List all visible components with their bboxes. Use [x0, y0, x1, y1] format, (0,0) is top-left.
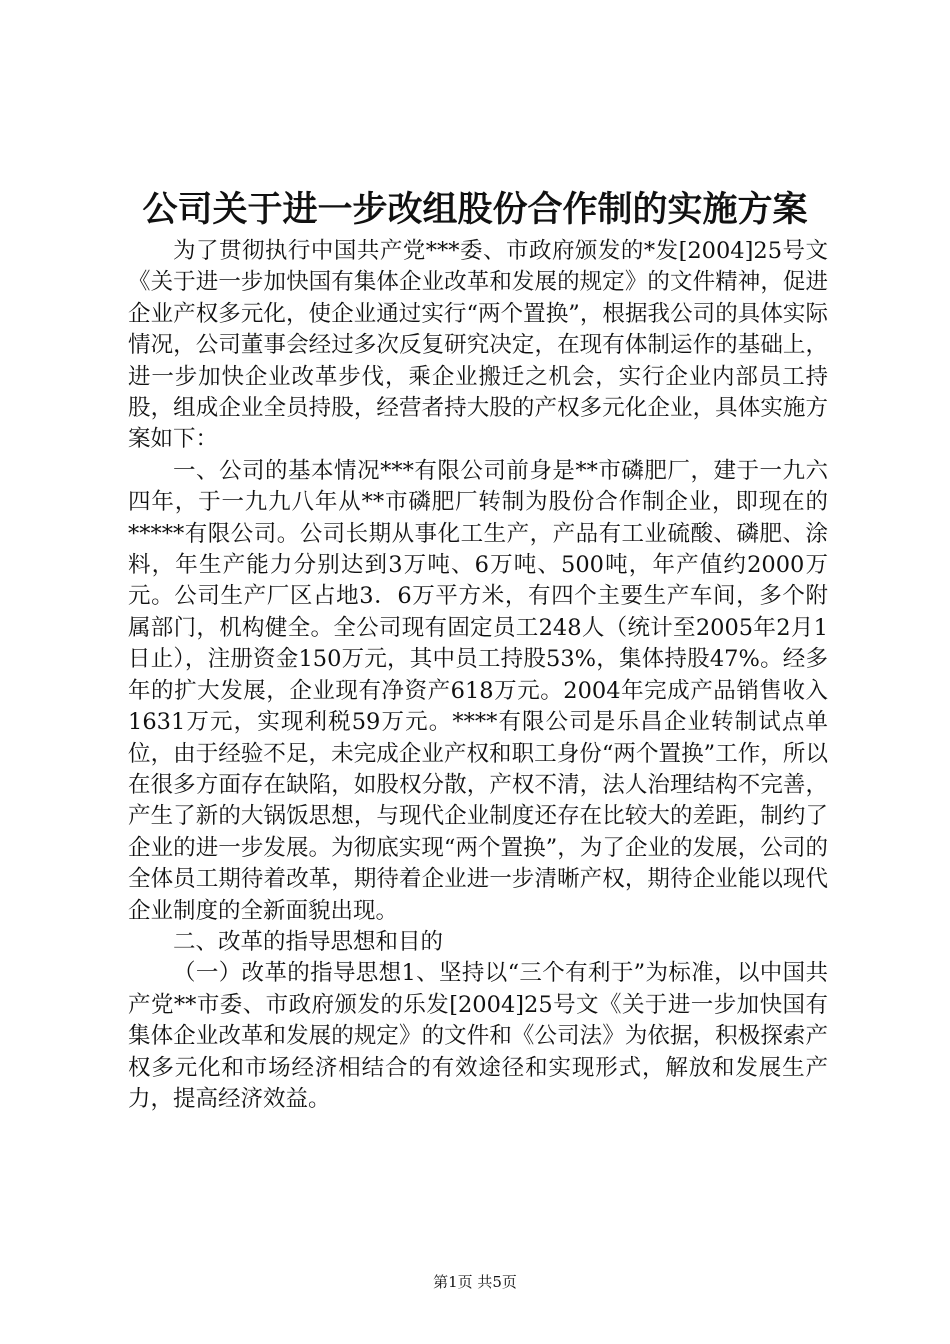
paragraph-section-1: 一、公司的基本情况***有限公司前身是**市磷肥厂，建于一九六四年，于一九九八年从**市磷肥厂转制为股份合作制企业，即现在的*****有限公司。公司长期从事化工生产，产品有工业硫酸、磷肥、涂料，年生产能力分别达到3万吨、6万吨、500吨，年产值约2000万元。公司生产厂区占地3．6万平方米，有四个主要生产车间，多个附属部门，机构健全。全公司现有固定员工248人（统计至2005年2月1日止），注册资金150万元，其中员工持股53%，集体持股47%。经多年的扩大发展，企业现有净资产618万元。2004年完成产品销售收入1631万元，实现利税59万元。****有限公司是乐昌企业转制试点单位，由于经验不足，未完成企业产权和职工身份“两个置换”工作，所以在很多方面存在缺陷，如股权分散，产权不清，法人治理结构不完善，产生了新的大锅饭思想，与现代企业制度还存在比较大的差距，制约了企业的进一步发展。为彻底实现“两个置换”，为了企业的发展，公司的全体员工期待着改革，期待着企业进一步清晰产权，期待企业能以现代企业制度的全新面貌出现。	[128, 457, 828, 924]
heading-section-2: 二、改革的指导思想和目的	[173, 928, 444, 955]
paragraph-intro: 为了贯彻执行中国共产党***委、市政府颁发的*发[2004]25号文《关于进一步加快国有集体企业改革和发展的规定》的文件精神，促进企业产权多元化，使企业通过实行“两个置换”，根据我公司的具体实际情况，公司董事会经过多次反复研究决定，在现有体制运作的基础上，进一步加快企业改革步伐，乘企业搬迁之机会，实行企业内部员工持股，组成企业全员持股，经营者持大股的产权多元化企业，具体实施方案如下：	[128, 238, 828, 453]
document-body	[128, 236, 828, 1115]
document-title: 公司关于进一步改组股份合作制的实施方案	[142, 189, 808, 230]
page-footer: 第1页 共5页	[433, 1273, 517, 1291]
paragraph-section-2-1: （一）改革的指导思想1、坚持以“三个有利于”为标准，以中国共产党**市委、市政府颁发的乐发[2004]25号文《关于进一步加快国有集体企业改革和发展的规定》的文件和《公司法》为依据，积极探索产权多元化和市场经济相结合的有效途径和实现形式，解放和发展生产力，提高经济效益。	[128, 960, 828, 1112]
